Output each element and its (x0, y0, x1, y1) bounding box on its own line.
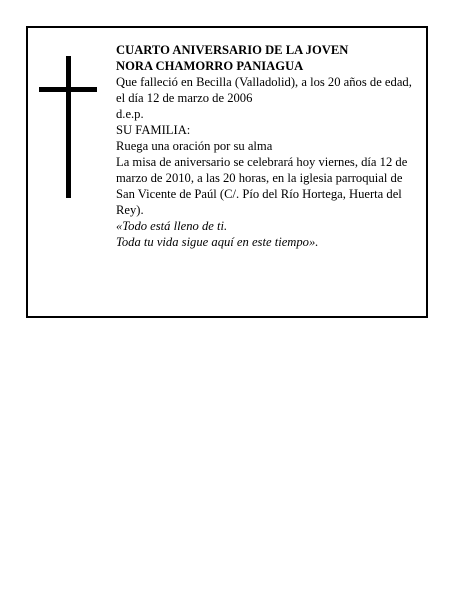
obituary-notice (26, 26, 428, 318)
cross-horizontal-bar (39, 87, 97, 92)
family-label: SU FAMILIA: (116, 123, 191, 137)
quote-line-2: Toda tu vida sigue aquí en este tiempo». (116, 235, 319, 249)
mass-info: La misa de aniversario se celebrará hoy viernes, día 12 de marzo de 2010, a las 20 horas, en la iglesia parroquial de San Vicente de Paúl (C/. Pío del Río Hortega, Huerta del Rey). (116, 155, 408, 217)
notice-text (116, 42, 422, 250)
rip-text: d.e.p. (116, 107, 144, 121)
cross-icon (39, 56, 97, 198)
cross-vertical-bar (66, 56, 71, 198)
prayer-request: Ruega una oración por su alma (116, 139, 273, 153)
death-info: Que falleció en Becilla (Valladolid), a los 20 años de edad, el día 12 de marzo de 2006 (116, 75, 412, 105)
notice-heading-line-2: NORA CHAMORRO PANIAGUA (116, 59, 304, 73)
quote-line-1: «Todo está lleno de ti. (116, 219, 228, 233)
notice-heading-line-1: CUARTO ANIVERSARIO DE LA JOVEN (116, 43, 349, 57)
